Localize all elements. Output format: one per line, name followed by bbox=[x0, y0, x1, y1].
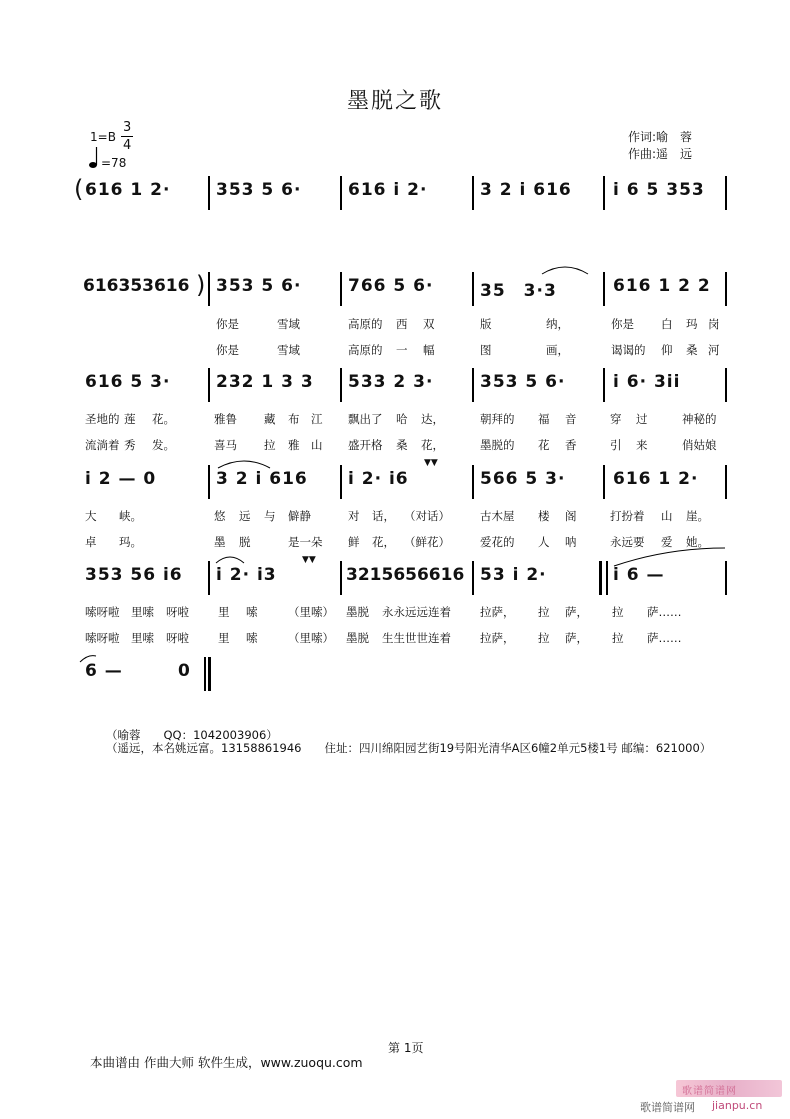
lyric: 发。 bbox=[152, 438, 175, 452]
tie-slur bbox=[612, 546, 727, 568]
lyric: 图 bbox=[480, 343, 492, 357]
page-title: 墨脱之歌 bbox=[346, 89, 443, 114]
ornament-marks: ▼▼ bbox=[424, 458, 438, 468]
barline bbox=[208, 561, 210, 595]
barline bbox=[472, 368, 474, 402]
lyric: 里 bbox=[218, 605, 230, 619]
measure: 3 2 i 616 bbox=[216, 469, 308, 489]
lyricist-credit: 作词:喻 蓉 bbox=[628, 130, 693, 144]
lyric: 神秘的 bbox=[682, 412, 717, 426]
barline bbox=[208, 368, 210, 402]
lyric: 拉萨， bbox=[480, 605, 515, 619]
measure: 6 — bbox=[85, 661, 123, 681]
watermark-url[interactable]: jianpu.cn bbox=[712, 1099, 763, 1112]
contact-line-1: （喻蓉 QQ：1042003906） bbox=[106, 728, 278, 742]
lyric: 花。 bbox=[152, 412, 175, 426]
lyric: 萨…… bbox=[647, 605, 682, 619]
quarter-note-icon bbox=[88, 146, 100, 174]
lyric: 永远要 bbox=[610, 535, 645, 549]
lyric: 高原的 bbox=[348, 343, 383, 357]
lyric: 花 bbox=[538, 438, 550, 452]
lyric: 脱 bbox=[239, 535, 251, 549]
barline bbox=[340, 368, 342, 402]
final-barline bbox=[204, 657, 206, 691]
lyric: 僻静 bbox=[288, 509, 311, 523]
barline bbox=[472, 465, 474, 499]
time-signature-top: 3 bbox=[123, 120, 132, 135]
measure: 35 3·3 bbox=[480, 281, 557, 301]
lyric: 里嗦 bbox=[131, 631, 154, 645]
barline bbox=[603, 465, 605, 499]
lyric: 峡。 bbox=[119, 509, 142, 523]
lyric: 拉 bbox=[612, 605, 624, 619]
composer-credit: 作曲:遥 远 bbox=[628, 147, 693, 161]
barline bbox=[603, 272, 605, 306]
barline bbox=[340, 561, 342, 595]
lyric: 岗 bbox=[708, 317, 720, 331]
measure: 353 5 6· bbox=[480, 372, 566, 392]
lyric: 高原的 bbox=[348, 317, 383, 331]
lyric: 萨， bbox=[565, 631, 588, 645]
measure: 616 i 2· bbox=[348, 180, 428, 200]
lyric: 拉 bbox=[264, 438, 276, 452]
final-barline-thick bbox=[208, 657, 211, 691]
watermark-banner-text: 歌谱简谱网 bbox=[682, 1086, 737, 1097]
lyric: 永永远远连着 bbox=[382, 605, 451, 619]
lyric: 墨脱 bbox=[346, 631, 369, 645]
lyric: 嗦呀啦 bbox=[85, 605, 120, 619]
slur bbox=[540, 262, 590, 276]
barline bbox=[340, 176, 342, 210]
barline bbox=[472, 272, 474, 306]
lyric: 萨…… bbox=[647, 631, 682, 645]
barline bbox=[725, 561, 727, 595]
lyric: 卓 bbox=[85, 535, 97, 549]
lyric: 桑 bbox=[686, 343, 698, 357]
contact-line-2: （遥远，本名姚远富。13158861946 住址：四川绵阳园艺街19号阳光清华A区6幢2单元5楼1号 邮编：621000） bbox=[106, 741, 712, 755]
slur bbox=[216, 456, 272, 470]
measure: 53 i 2· bbox=[480, 565, 547, 585]
lyric: 悠 bbox=[214, 509, 226, 523]
barline bbox=[340, 272, 342, 306]
lyric: 拉萨， bbox=[480, 631, 515, 645]
lyric: 仰 bbox=[661, 343, 673, 357]
lyric: 生生世世连着 bbox=[382, 631, 451, 645]
lyric: 你是 bbox=[611, 317, 634, 331]
lyric: 画， bbox=[546, 343, 569, 357]
lyric: 嗦 bbox=[246, 605, 258, 619]
measure: 353 5 6· bbox=[216, 276, 302, 296]
barline bbox=[606, 561, 608, 595]
lyric: 河 bbox=[708, 343, 720, 357]
lyric: （对话） bbox=[404, 509, 450, 523]
lyric: 与 bbox=[264, 509, 276, 523]
barline bbox=[472, 561, 474, 595]
lyric: 过 bbox=[636, 412, 648, 426]
lyric: 墨 bbox=[214, 535, 226, 549]
measure: i 2· i6 bbox=[348, 469, 409, 489]
barline bbox=[725, 176, 727, 210]
measure: 616 5 3· bbox=[85, 372, 171, 392]
lyric: 来 bbox=[636, 438, 648, 452]
lyric: 拉 bbox=[538, 605, 550, 619]
lyric: 爱花的 bbox=[480, 535, 515, 549]
lyric: 盛开格 bbox=[348, 438, 383, 452]
lyric: 爱 bbox=[661, 535, 673, 549]
measure: 0 bbox=[178, 661, 191, 681]
key-signature: 1=B bbox=[90, 130, 116, 144]
repeat-close-paren: ) bbox=[196, 271, 206, 299]
lyric: 玛 bbox=[686, 317, 698, 331]
lyric: 呀啦 bbox=[166, 605, 189, 619]
lyric: 雅鲁 bbox=[214, 412, 237, 426]
measure: i 6 5 353 bbox=[613, 180, 705, 200]
lyric: 山 bbox=[661, 509, 673, 523]
lyric: 崖。 bbox=[686, 509, 709, 523]
time-signature-line bbox=[121, 136, 133, 137]
lyric: 一 bbox=[396, 343, 408, 357]
barline bbox=[725, 368, 727, 402]
lyric: 玛。 bbox=[119, 535, 142, 549]
lyric: 谒谒的 bbox=[611, 343, 646, 357]
lyric: 嗦呀啦 bbox=[85, 631, 120, 645]
lyric: 阁 bbox=[565, 509, 577, 523]
lyric: 莲 bbox=[124, 412, 136, 426]
lyric: 雪域 bbox=[277, 317, 300, 331]
lyric: 西 bbox=[396, 317, 408, 331]
lyric: 朝拜的 bbox=[480, 412, 515, 426]
lyric: 她。 bbox=[686, 535, 709, 549]
measure: 566 5 3· bbox=[480, 469, 566, 489]
lyric: 古木屋 bbox=[480, 509, 515, 523]
barline bbox=[603, 368, 605, 402]
lyric: 花， bbox=[421, 438, 444, 452]
measure: 232 1 3 3 bbox=[216, 372, 314, 392]
lyric: 白 bbox=[661, 317, 673, 331]
lyric: 引 bbox=[610, 438, 622, 452]
lyric: 雪域 bbox=[277, 343, 300, 357]
measure: 353 5 6· bbox=[216, 180, 302, 200]
lyric: 香 bbox=[565, 438, 577, 452]
lyric: （里嗦） bbox=[288, 605, 334, 619]
repeat-open-paren: ( bbox=[74, 175, 84, 203]
ornament-marks: ▼▼ bbox=[302, 555, 316, 565]
lyric: 双 bbox=[423, 317, 435, 331]
barline bbox=[208, 272, 210, 306]
lyric: 是一朵 bbox=[288, 535, 323, 549]
measure: i 6· 3ii bbox=[613, 372, 681, 392]
lyric: 江 bbox=[311, 412, 323, 426]
lyric: 穿 bbox=[610, 412, 622, 426]
lyric: 版 bbox=[480, 317, 492, 331]
barline bbox=[725, 465, 727, 499]
lyric: 拉 bbox=[538, 631, 550, 645]
lyric: 鲜 bbox=[348, 535, 360, 549]
measure: 616 1 2 2 bbox=[613, 276, 711, 296]
lyric: （里嗦） bbox=[288, 631, 334, 645]
measure: 353 56 i6 bbox=[85, 565, 183, 585]
page-number: 第 1页 bbox=[388, 1041, 424, 1055]
lyric: 秀 bbox=[124, 438, 136, 452]
lyric: 打扮着 bbox=[610, 509, 645, 523]
measure: 766 5 6· bbox=[348, 276, 434, 296]
lyric: 哈 bbox=[396, 412, 408, 426]
lyric: 里嗦 bbox=[131, 605, 154, 619]
measure: 533 2 3· bbox=[348, 372, 434, 392]
lyric: 流淌着 bbox=[85, 438, 120, 452]
measure: i 2 — 0 bbox=[85, 469, 157, 489]
lyric: 话， bbox=[372, 509, 395, 523]
lyric: 嗦 bbox=[246, 631, 258, 645]
measure: i 2· i3 bbox=[216, 565, 277, 585]
lyric: 福 bbox=[538, 412, 550, 426]
barline bbox=[208, 176, 210, 210]
measure: 3 2 i 616 bbox=[480, 180, 572, 200]
software-credit: 本曲谱由 作曲大师 软件生成，www.zuoqu.com bbox=[90, 1055, 363, 1070]
lyric: 远 bbox=[239, 509, 251, 523]
lyric: 人 bbox=[538, 535, 550, 549]
measure: i 6 — bbox=[613, 565, 665, 585]
lyric: 拉 bbox=[612, 631, 624, 645]
lyric: 里 bbox=[218, 631, 230, 645]
lyric: 纳， bbox=[546, 317, 569, 331]
lyric: 墨脱的 bbox=[480, 438, 515, 452]
lyric: 楼 bbox=[538, 509, 550, 523]
measure: 616 1 2· bbox=[613, 469, 699, 489]
lyric: （鲜花） bbox=[404, 535, 450, 549]
barline bbox=[603, 176, 605, 210]
time-signature-bottom: 4 bbox=[123, 138, 132, 153]
lyric: 布 bbox=[288, 412, 300, 426]
lyric: 呀啦 bbox=[166, 631, 189, 645]
lyric: 桑 bbox=[396, 438, 408, 452]
lyric: 喜马 bbox=[214, 438, 237, 452]
lyric: 你是 bbox=[216, 317, 239, 331]
barline bbox=[208, 465, 210, 499]
lyric: 幅 bbox=[423, 343, 435, 357]
repeat-barline bbox=[599, 561, 602, 595]
tempo-marking: =78 bbox=[101, 156, 127, 170]
barline bbox=[472, 176, 474, 210]
measure: 616353616 bbox=[83, 276, 190, 296]
lyric: 达， bbox=[421, 412, 444, 426]
lyric: 音 bbox=[565, 412, 577, 426]
lyric: 俏姑娘 bbox=[682, 438, 717, 452]
measure: 616 1 2· bbox=[85, 180, 171, 200]
lyric: 圣地的 bbox=[85, 412, 120, 426]
lyric: 萨， bbox=[565, 605, 588, 619]
lyric: 藏 bbox=[264, 412, 276, 426]
slur bbox=[214, 553, 246, 565]
lyric: 雅 bbox=[288, 438, 300, 452]
barline bbox=[340, 465, 342, 499]
lyric: 墨脱 bbox=[346, 605, 369, 619]
lyric: 花， bbox=[372, 535, 395, 549]
lyric: 呐 bbox=[565, 535, 577, 549]
barline bbox=[725, 272, 727, 306]
lyric: 山 bbox=[311, 438, 323, 452]
lyric: 对 bbox=[348, 509, 360, 523]
measure: 3215656616 bbox=[346, 565, 465, 585]
lyric: 大 bbox=[85, 509, 97, 523]
lyric: 飘出了 bbox=[348, 412, 383, 426]
watermark-site: 歌谱简谱网 bbox=[640, 1101, 695, 1114]
lyric: 你是 bbox=[216, 343, 239, 357]
